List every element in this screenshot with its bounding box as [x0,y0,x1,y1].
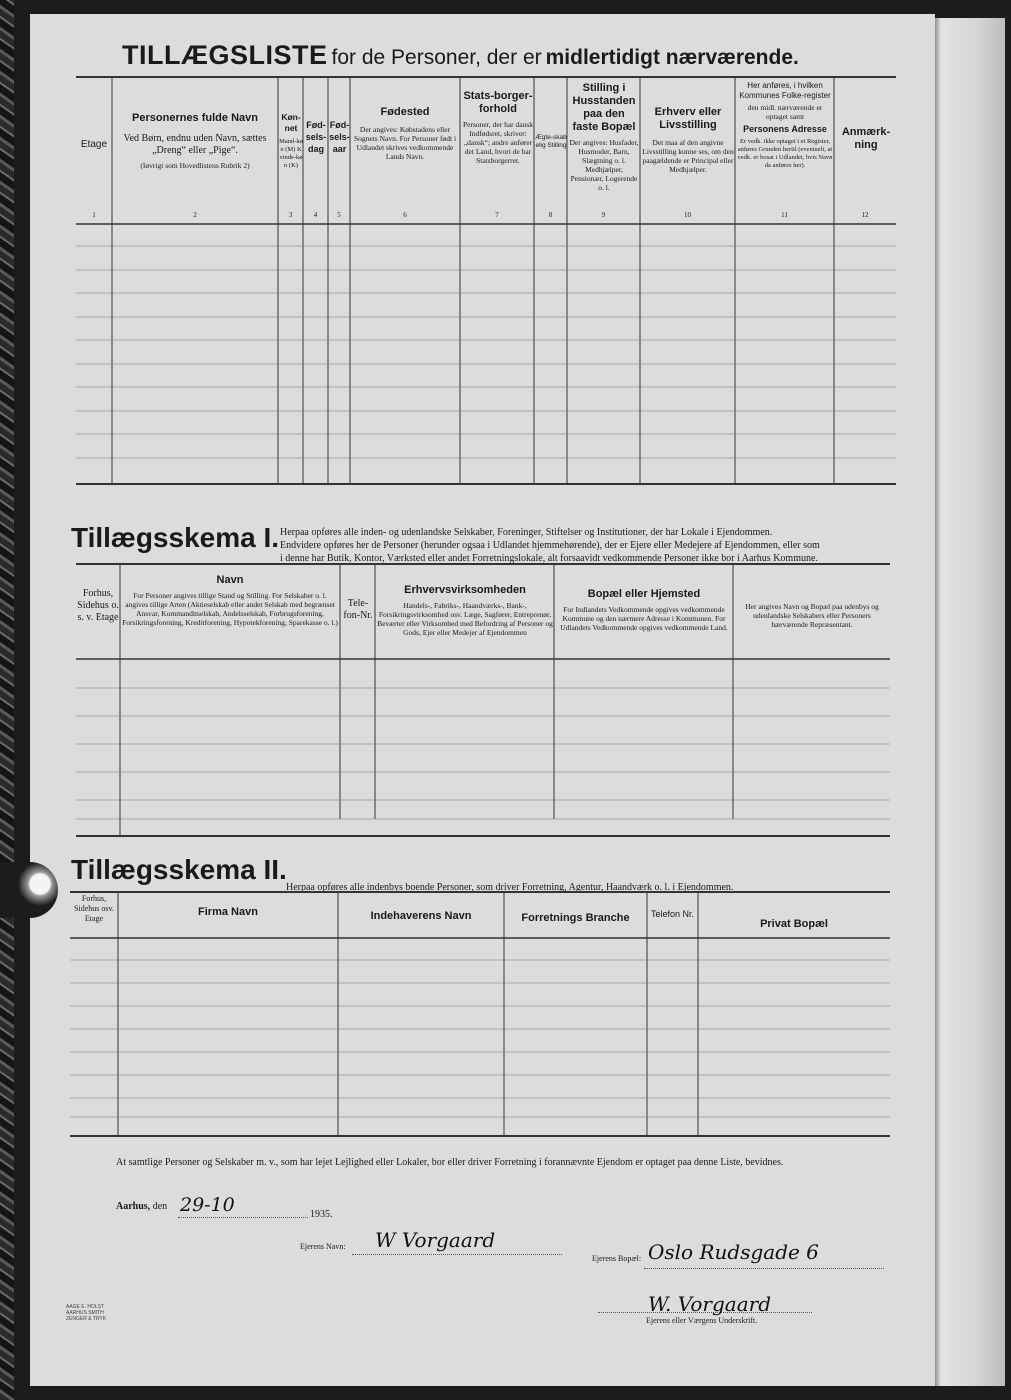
s1-col-name: Navn For Personer angives tillige Stand og Stilling. For Selskaber o. l. angives tillige Arten (Aktieselskab eller andet Selskab med begrænset Ansvar, Kommanditselskab, Andelsselskab, Forbrugsforening, Forsikringsforening, Kreditforening, Hypotekforening, Sparekasse o. l.) [122,574,338,627]
owner-address-underline [644,1268,884,1269]
col-number: 3 [288,211,293,219]
col-header-birthday: Fød-sels-dag [305,120,327,154]
schedule-1-title: Tillægsskema I. [71,522,280,553]
col-number: 4 [313,211,318,219]
signature-handwritten: W. Vorgaard [648,1292,771,1316]
printer-mark: AAGE E. HOLST AARHUS SMITH ZENGER & TRYK [66,1304,107,1322]
col-header-birthplace: Fødested Der angives: Købstadens eller Sognets Navn. For Personer født i Udlandet skrives vedkommende Lands Navn. [353,106,457,161]
s2-col-owner: Indehaverens Navn [370,910,472,922]
s1-col-etage: Forhus, Sidehus o. s. v. Etage [77,588,119,623]
col-header-name: Personernes fulde Navn Ved Børn, endnu uden Navn, sættes „Dreng“ eller „Pige“. (Iøvrigt som Hovedlistens Rubrik 2) [123,112,267,170]
page-title: TILLÆGSLISTE for de Personer, der er midlertidigt nærværende. [122,40,799,70]
s2-col-branch: Forretnings Branche [521,912,630,924]
owner-name-handwritten: W Vorgaard [375,1228,496,1252]
s2-col-etage: Forhus, Sidehus osv. Etage [74,894,114,923]
col-header-remark: Anmærk-ning [841,126,891,151]
col-number: 2 [193,211,197,219]
col-number: 6 [403,211,407,219]
col-number: 11 [781,211,788,219]
date-underline [178,1217,308,1218]
adjacent-page [935,18,1005,1386]
col-number: 10 [684,211,691,219]
year-label: 1935. [310,1209,333,1220]
signature-label: Ejerens eller Værgens Underskrift. [646,1316,758,1325]
col-number: 7 [495,211,499,219]
col-number: 9 [601,211,606,219]
col-header-gender: Køn-net Mand-køn (M) Kvinde-køn (K) [279,112,303,169]
schedule-2-title: Tillægsskema II. [71,854,287,885]
col-header-occupation: Erhverv eller Livsstilling Det maa af den angivne Livsstilling kunne ses, om den paagældende er Principal eller Medhjælper. [642,106,734,174]
col-header-etage: Etage [80,139,108,150]
owner-address-handwritten: Oslo Rudsgade 6 [648,1240,819,1264]
col-header-marital: Ægte-skabelig Stilling [535,134,567,149]
schedule-1-intro: Herpaa opføres alle inden- og udenlandske Selskaber, Foreninger, Stiftelser og Institutioner, der har Lokale i Ejendommen. Endvidere opføres her de Personer (herunder ogsaa i Udlandet hjemmehørende), der er Ejere eller Medejere af Ejendommen, eller som i denne har Butik, Kontor, Værksted eller andet Forretningslokale, alt forsaavidt vedkommende Personer ikke bor i Aarhus Kommune. [280,527,820,564]
s2-col-phone: Telefon Nr. [650,909,695,919]
s2-col-firm: Firma Navn [198,906,258,918]
binder-clip [0,862,58,918]
col-header-birthyear: Fød-sels-aar [329,120,350,154]
s1-col-phone: Tele-fon-Nr. [343,598,373,621]
s1-col-representative: Her angives Navn og Bopæl paa udenbys og udenlandske Selskabers eller Personers hærværende Repræsentant. [745,602,879,629]
col-header-register: Her anføres, i hvilken Kommunes Folke-register den midl. nærværende er optaget samt Personens Adresse Er vedk. ikke optaget i et Register, anføres Grunden hertil (eventuelt, at vedk. er bosat i Udlandet, hvis Navn da anføres her). [737,81,833,169]
col-number: 1 [92,211,96,219]
schedule-2-intro: Herpaa opføres alle indenbys boende Personer, som driver Forretning, Agentur, Haandværk o. l. i Ejendommen. [286,882,734,893]
col-number: 5 [337,211,341,219]
date-line: Aarhus, den [116,1201,168,1212]
s1-col-residence: Bopæl eller Hjemsted For Indlandets Vedkommende opgives vedkommende Kommune og den nærmere Adresse i Kommunen. For Udlandets Vedkommende opgives vedkommende Land. [560,588,728,632]
col-header-household: Stilling i Husstanden paa den faste Bopæl Der angives: Husfader, Husmoder, Barn, Slægtning o. l. Medhjælper, Pensionær, Logerende o. l. [569,82,639,192]
date-handwritten: 29-10 [180,1194,235,1216]
attestation-text: At samtlige Personer og Selskaber m. v., som har lejet Lejlighed eller Lokaler, bor eller driver Forretning i forannævnte Ejendom er optaget paa denne Liste, bevidnes. [116,1157,784,1168]
form-page [30,14,935,1386]
schedule-2-grid [30,14,935,1154]
col-header-citizenship: Stats-borger-forhold Personer, der har dansk Indfødsret, skriver: „dansk“; andre anfører det Land, hvori de har Statsborgerret. [462,90,534,165]
col-number: 8 [548,211,553,219]
col-number: 12 [861,211,869,219]
owner-name-underline [352,1254,562,1255]
signature-underline [598,1312,812,1313]
s1-col-business: Erhvervsvirksomheden Handels-, Fabriks-, Haandværks-, Bank-, Forsikringsvirksomhed osv. Læge, Sagfører, Entreprenør, Beværter eller Virksomhed med Befordring af Personer og Gods, Ejer eller Medejer af Ejendommen [377,584,553,637]
owner-address-label: Ejerens Bopæl: [592,1254,642,1263]
s2-col-private: Privat Bopæl [760,918,828,930]
binding-edge [0,0,14,1400]
owner-name-label: Ejerens Navn: [300,1242,346,1251]
